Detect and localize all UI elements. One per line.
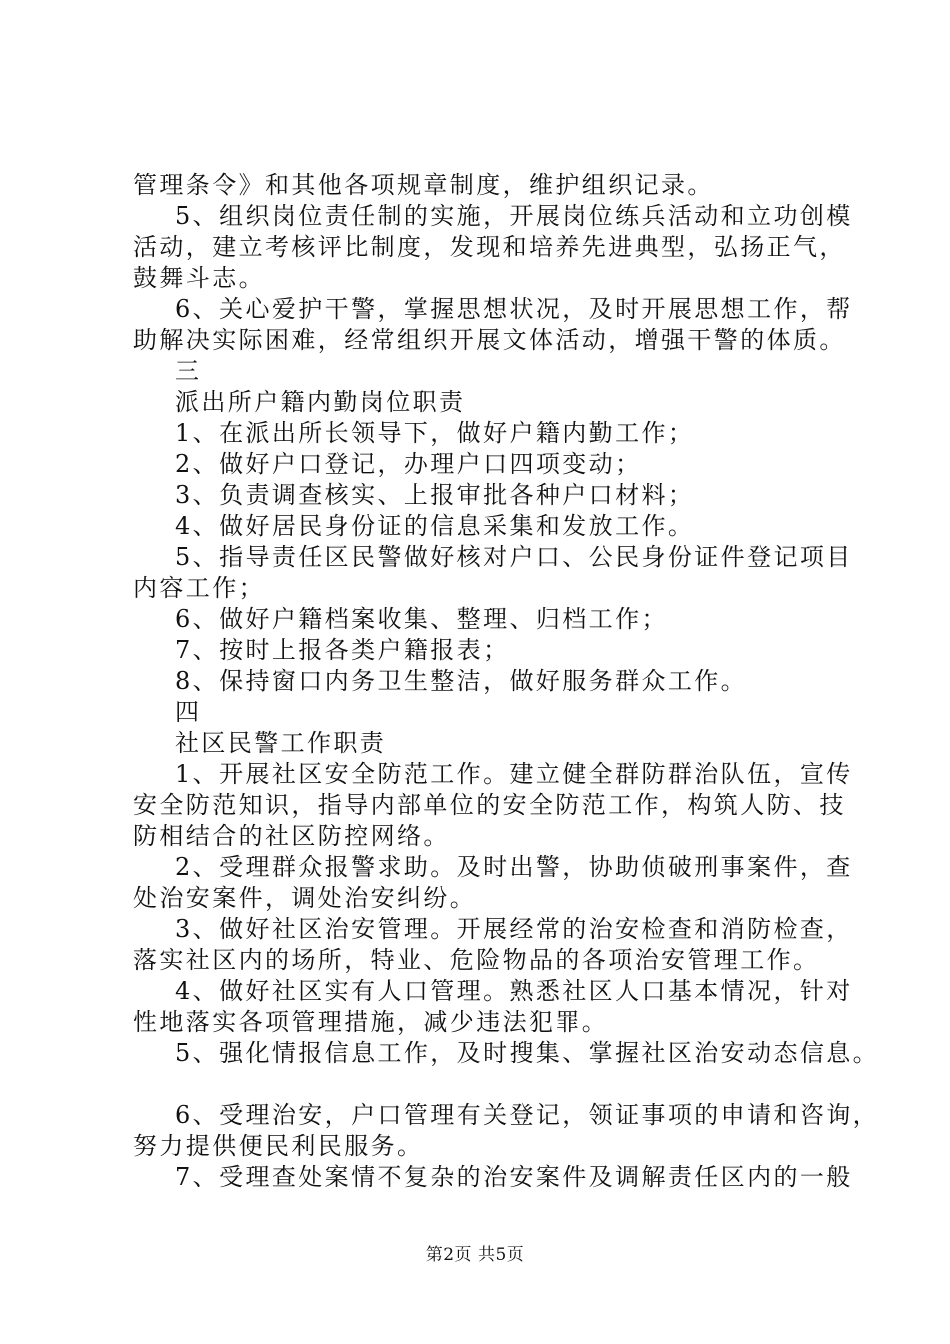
- text-line: 安全防范知识，指导内部单位的安全防范工作，构筑人防、技: [133, 791, 846, 819]
- text-line: 6、做好户籍档案收集、整理、归档工作；: [175, 605, 668, 633]
- text-line: 1、开展社区安全防范工作。建立健全群防群治队伍，宣传: [175, 760, 853, 788]
- text-line: 6、关心爱护干警，掌握思想状况，及时开展思想工作，帮: [175, 295, 853, 323]
- text-line: 处治安案件，调处治安纠纷。: [133, 884, 477, 912]
- text-line: 5、强化情报信息工作，及时搜集、掌握社区治安动态信息。: [175, 1039, 880, 1067]
- text-line: 8、保持窗口内务卫生整洁，做好服务群众工作。: [175, 667, 748, 695]
- text-line: 7、按时上报各类户籍报表；: [175, 636, 510, 664]
- text-line: 6、受理治安，户口管理有关登记，领证事项的申请和咨询，: [175, 1101, 880, 1129]
- text-line: 防相结合的社区防控网络。: [133, 822, 450, 850]
- text-line: 1、在派出所长领导下，做好户籍内勤工作；: [175, 419, 695, 447]
- text-line: 7、受理查处案情不复杂的治安案件及调解责任区内的一般: [175, 1163, 853, 1191]
- text-line: 落实社区内的场所，特业、危险物品的各项治安管理工作。: [133, 946, 820, 974]
- document-body: [133, 170, 880, 1193]
- text-line: 4、做好社区实有人口管理。熟悉社区人口基本情况，针对: [175, 977, 853, 1005]
- text-line: 4、做好居民身份证的信息采集和发放工作。: [175, 512, 695, 540]
- page-number-footer: 第2页 共5页: [425, 1245, 525, 1265]
- text-line: 内容工作；: [133, 574, 265, 602]
- text-line: 2、受理群众报警求助。及时出警，协助侦破刑事案件，查: [175, 853, 853, 881]
- text-line: 2、做好户口登记，办理户口四项变动；: [175, 450, 642, 478]
- text-line: 活动，建立考核评比制度，发现和培养先进典型，弘扬正气，: [133, 233, 846, 261]
- section-heading: 派出所户籍内勤岗位职责: [175, 388, 466, 416]
- text-line: 助解决实际困难，经常组织开展文体活动，增强干警的体质。: [133, 326, 846, 354]
- section-number: 三: [175, 357, 202, 385]
- text-line: 努力提供便民利民服务。: [133, 1132, 424, 1160]
- text-line: 3、负责调查核实、上报审批各种户口材料；: [175, 481, 695, 509]
- section-heading: 社区民警工作职责: [175, 729, 387, 757]
- section-number: 四: [175, 698, 202, 726]
- text-line: 5、组织岗位责任制的实施，开展岗位练兵活动和立功创模: [175, 202, 853, 230]
- text-line: 5、指导责任区民警做好核对户口、公民身份证件登记项目: [175, 543, 853, 571]
- text-line: 3、做好社区治安管理。开展经常的治安检查和消防检查，: [175, 915, 853, 943]
- text-line: 鼓舞斗志。: [133, 264, 265, 292]
- blank-line: [133, 1069, 833, 1100]
- text-line: 管理条令》和其他各项规章制度，维护组织记录。: [133, 171, 714, 199]
- text-line: 性地落实各项管理措施，减少违法犯罪。: [133, 1008, 609, 1036]
